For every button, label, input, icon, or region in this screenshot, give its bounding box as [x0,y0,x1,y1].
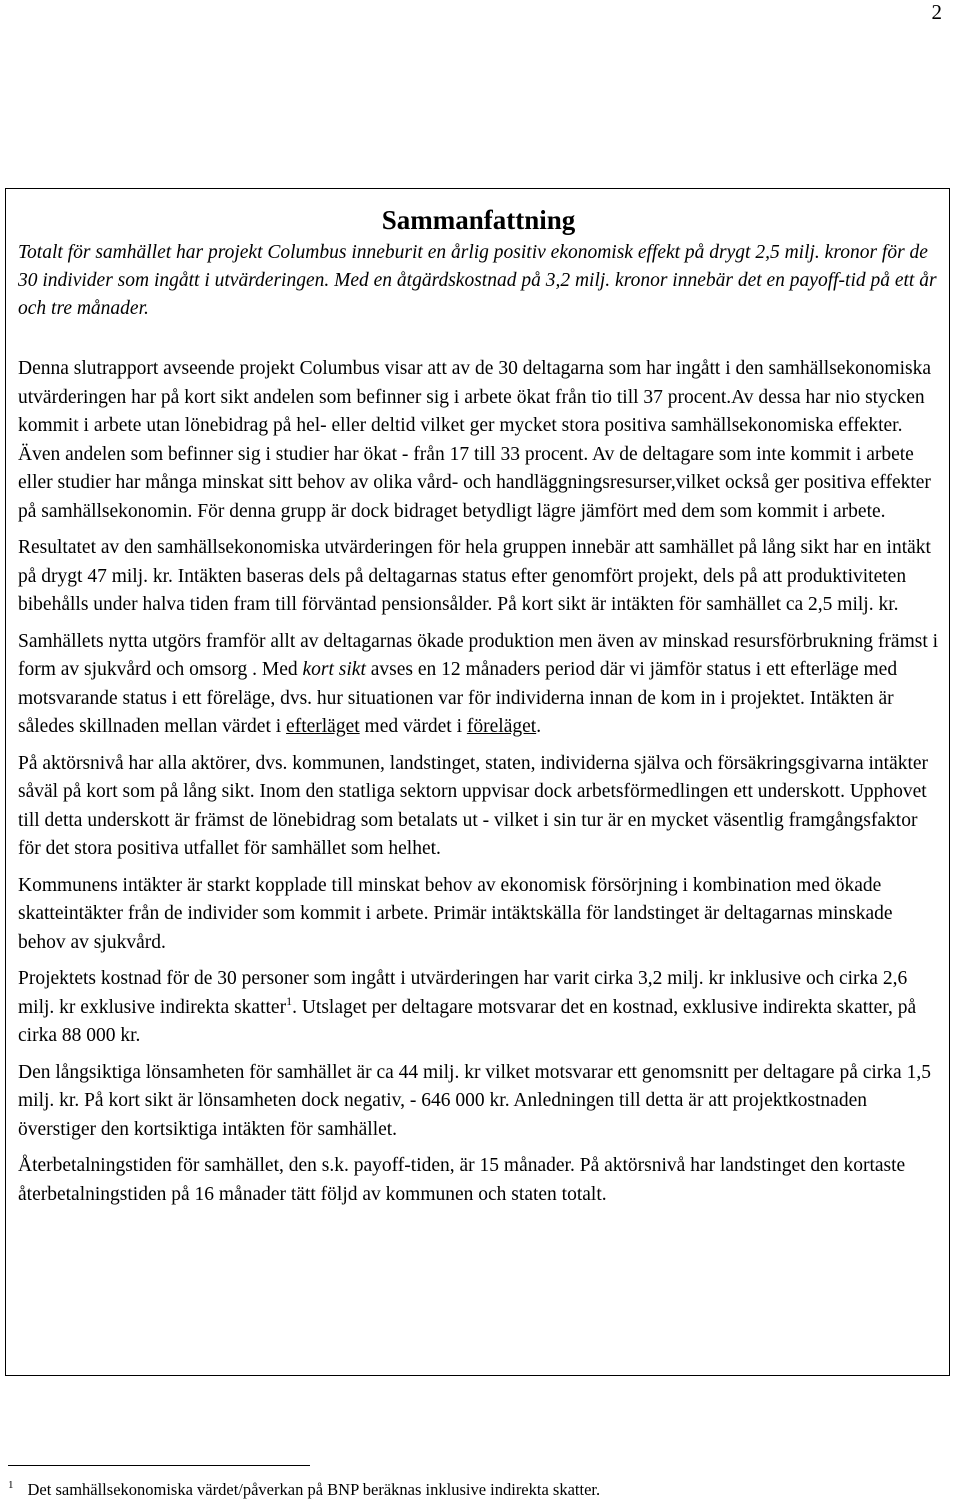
footnote-mark: 1 [8,1479,14,1491]
summary-intro: Totalt för samhället har projekt Columbus inneburit en årlig positiv ekonomisk effekt på drygt 2,5 milj. kronor för de 30 individer som ingått i utvärderingen. Med en åtgärdskostnad på 3,2 milj. kronor innebär det en payoff-tid på ett år och tre månader. [18,242,937,319]
paragraph-profitability: Den långsiktiga lönsamheten för samhället är ca 44 milj. kr vilket motsvarar ett genomsnitt per deltagare på cirka 1,5 milj. kr. På kort sikt är lönsamheten dock negativ, - 646 000 kr. Anledningen till detta är att projektkostnaden överstiger den kortsiktiga intäkten för samhället. [18,1061,931,1140]
summary-title: Sammanfattning [381,205,576,235]
paragraph-municipality: Kommunens intäkter är starkt kopplade till minskat behov av ekonomisk försörjning i kombination med ökade skatteintäkter från de individer som kommit i arbete. Primär intäktskälla för landstinget är deltagarnas minskade behov av sjukvård. [18,874,893,953]
paragraph-costs-text-b: . Utslaget per deltagare motsvarar det en kostnad, exklusive indirekta skatter, på cirka 88 000 kr. [18,996,917,1046]
summary-body [18,355,939,1209]
paragraph-benefits-text-e: med värdet i [359,716,467,737]
term-after-state: efterläget [286,716,360,737]
page-number: 2 [931,0,942,24]
paragraph-payoff: Återbetalningstiden för samhället, den s.k. payoff-tiden, är 15 månader. På aktörsnivå har landstinget den kortaste återbetalningstiden på 16 månader tätt följd av kommunen och staten totalt. [18,1155,906,1205]
paragraph-benefits-text-c: avses en 12 månaders period där vi jämför status i ett efterläge med motsvarande status i ett föreläge, dvs. hur situationen var för individerna innan de kom in i projektet. Intäkten är således skillnaden mellan värdet i [18,659,898,737]
summary-box [5,188,950,1376]
paragraph-benefits-text-a: Samhällets nytta utgörs framför allt av deltagarnas ökade produktion men även av minskad resursförbrukning främst i form av sjukvård och omsorg . Med [18,630,939,680]
paragraph-costs [18,965,939,1051]
paragraph-evaluation: Resultatet av den samhällsekonomiska utvärderingen för hela gruppen innebär att samhället på lång sikt har en intäkt på drygt 47 milj. kr. Intäkten baseras dels på deltagarnas status efter genomfört projekt, dels på att produktiviteten bibehålls under halva tiden fram till förväntad pensionsålder. På kort sikt är intäkten för samhället ca 2,5 milj. kr. [18,537,931,615]
term-before-state: föreläget [466,716,537,737]
paragraph-results: Denna slutrapport avseende projekt Columbus visar att av de 30 deltagarna som har ingått i den samhällsekonomiska utvärderingen har på kort sikt andelen som befinner sig i arbete ökat från tio till 37 procent.Av dessa har nio stycken kommit i arbete utan lönebidrag på hel- eller deltid vilket ger mycket stora positiva samhällsekonomiska effekter. [18,358,932,436]
paragraph-actors: På aktörsnivå har alla aktörer, dvs. kommunen, landstinget, staten, individerna själva och försäkringsgivarna intäkter såväl på kort som på lång sikt. Inom den statliga sektorn uppvisar dock arbetsförmedlingen ett underskott. Upphovet till detta underskott är främst de lönebidrag som betalats ut - vilket i sin tur är en mycket väsentlig framgångsfaktor för det stora positiva utfallet för samhället som helhet. [18,752,929,859]
footnote-reference[interactable]: 1 [286,993,293,1008]
paragraph-benefits [18,628,939,742]
footnote [8,1474,600,1501]
paragraph-costs-text-a: Projektets kostnad för de 30 personer som ingått i utvärderingen har varit cirka 3,2 milj. kr inklusive och cirka 2,6 milj. kr exklusive indirekta skatter [18,968,908,1018]
term-short-term: kort sikt [302,659,366,680]
footnote-text: Det samhällsekonomiska värdet/påverkan på BNP beräknas inklusive indirekta skatter. [27,1480,601,1499]
paragraph-benefits-text-g: . [536,716,542,737]
footnote-separator [8,1465,310,1466]
paragraph-studies: Även andelen som befinner sig i studier har ökat - från 17 till 33 procent. Av de deltagare som inte kommit i arbete eller studier har många minskat sitt behov av olika vård- och handläggningsresurser,vilket också ger positiva effekter på samhällsekonomin. För denna grupp är dock bidraget betydligt lägre jämfört med dem som kommit i arbete. [18,443,931,522]
